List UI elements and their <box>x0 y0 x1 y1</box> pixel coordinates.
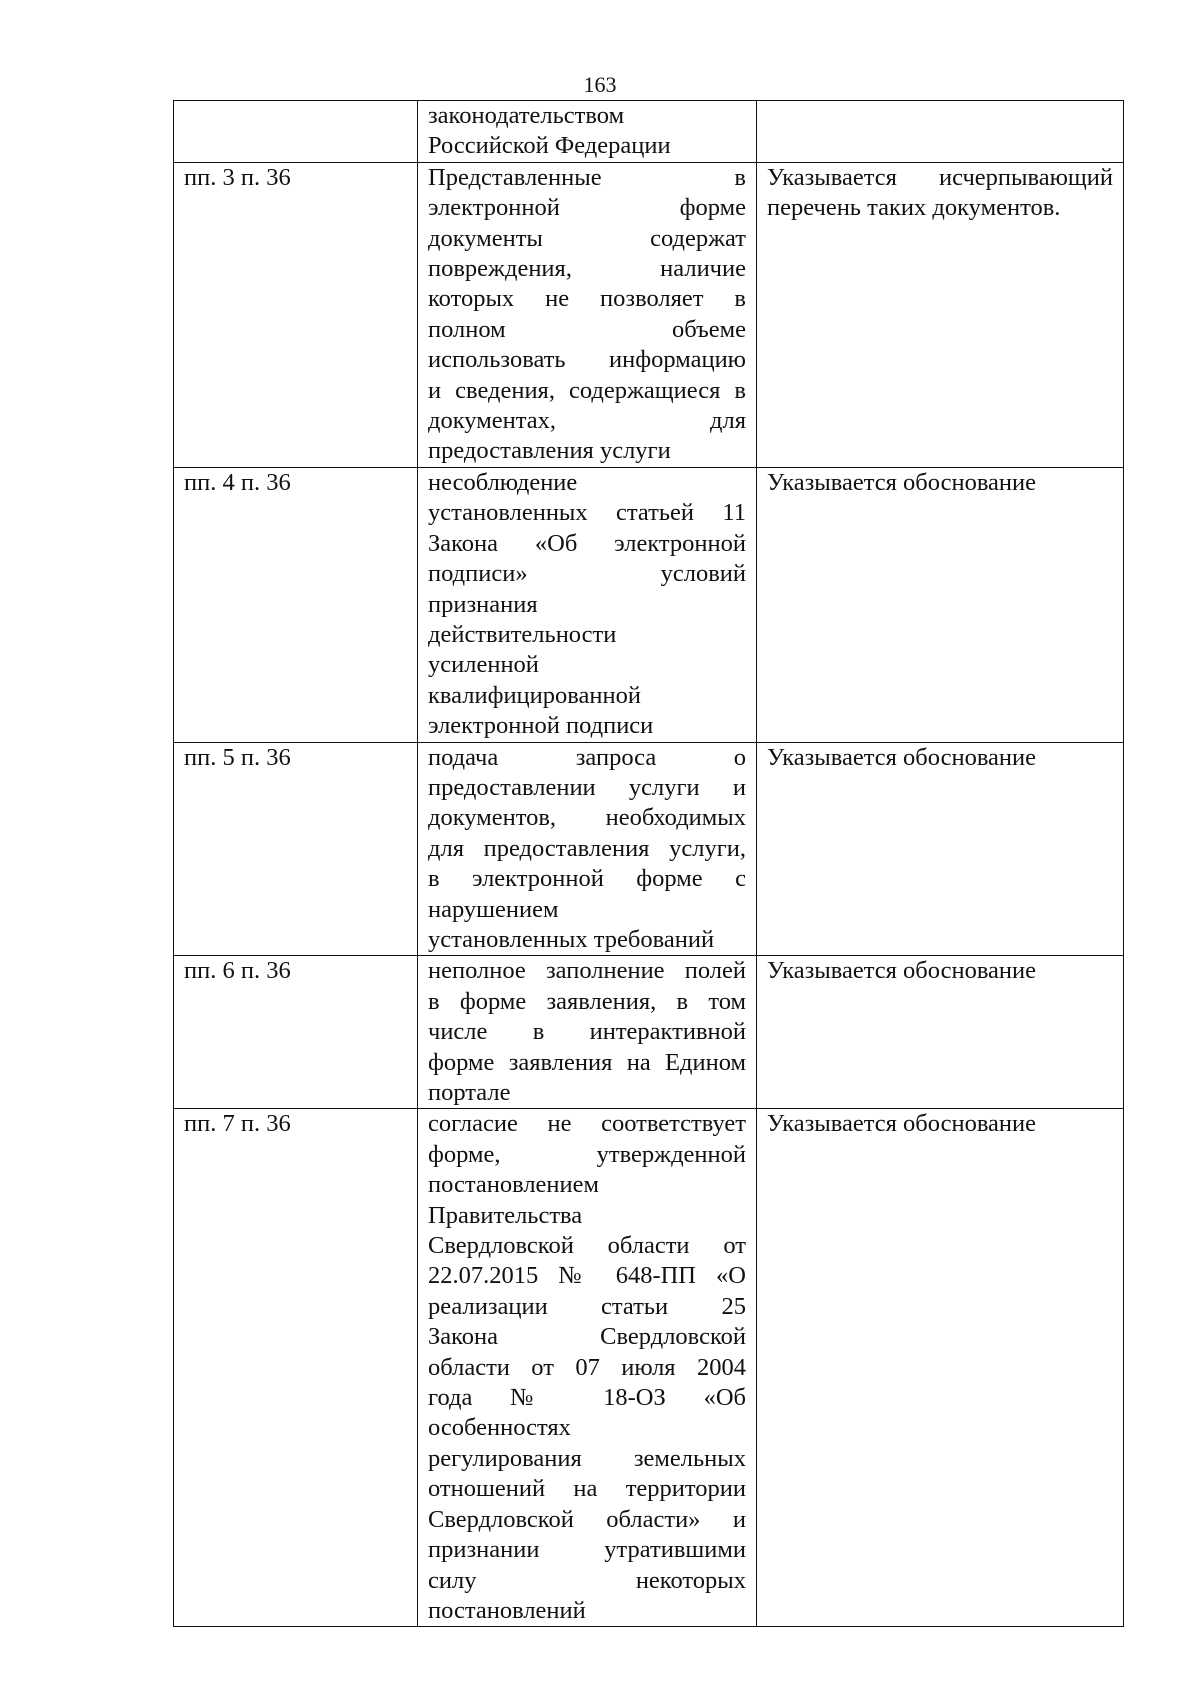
reason-line: области от 07 июля 2004 <box>428 1353 746 1381</box>
reason-line: форме заявления на Едином <box>428 1048 746 1076</box>
reason-line: Свердловской области от <box>428 1232 746 1260</box>
clause-reference-cell: пп. 5 п. 36 <box>174 742 418 956</box>
reason-line: форме, утвержденной <box>428 1140 746 1168</box>
clause-reference-cell: пп. 3 п. 36 <box>174 162 418 467</box>
reason-line: полном объеме <box>428 315 746 343</box>
reason-line: усиленной <box>428 651 539 679</box>
reason-line: действительности <box>428 620 617 648</box>
refusal-reason-cell <box>418 467 757 742</box>
reason-line: согласие не соответствует <box>428 1110 746 1138</box>
reason-line: отношений на территории <box>428 1475 746 1503</box>
reason-line: числе в интерактивной <box>428 1018 746 1046</box>
reason-line: электронной подписи <box>428 712 654 740</box>
reason-line: Свердловской области» и <box>428 1505 746 1533</box>
table-row <box>174 1109 1124 1627</box>
reason-line: квалифицированной <box>428 681 641 709</box>
reason-line: предоставлении услуги и <box>428 773 746 801</box>
refusal-reason-cell <box>418 101 757 163</box>
reason-line: установленных требований <box>428 925 715 953</box>
reason-line: признании утратившими <box>428 1536 746 1564</box>
reason-line: использовать информацию <box>428 346 746 374</box>
reason-line: Закона Свердловской <box>428 1323 746 1351</box>
explanation-cell: Указывается обоснование <box>757 742 1124 956</box>
clause-reference-cell: пп. 7 п. 36 <box>174 1109 418 1627</box>
reason-line: в электронной форме с <box>428 865 746 893</box>
reason-line: электронной форме <box>428 194 746 222</box>
reason-line: для предоставления услуги, <box>428 834 746 862</box>
table-row <box>174 467 1124 742</box>
reason-line: Закона «Об электронной <box>428 529 746 557</box>
reason-line: предоставления услуги <box>428 437 671 465</box>
table-body <box>174 101 1124 1627</box>
reason-line: портале <box>428 1079 511 1106</box>
reason-line: подача запроса о <box>428 743 746 771</box>
reason-line: Правительства <box>428 1201 583 1229</box>
explanation-cell: Указывается обоснование <box>757 467 1124 742</box>
reason-line: документов, необходимых <box>428 804 746 832</box>
table-row <box>174 742 1124 956</box>
reason-line: документы содержат <box>428 224 746 252</box>
explanation-cell: Указывается исчерпывающий перечень таких документов. <box>757 162 1124 467</box>
reason-line: повреждения, наличие <box>428 255 746 283</box>
refusal-reason-cell <box>418 956 757 1109</box>
refusal-grounds-table <box>173 100 1124 1627</box>
refusal-reason-cell <box>418 162 757 467</box>
clause-reference-cell: пп. 4 п. 36 <box>174 467 418 742</box>
reason-line: и сведения, содержащиеся в <box>428 376 746 404</box>
table-row <box>174 162 1124 467</box>
reason-line: Представленные в <box>428 163 746 191</box>
reason-line: постановлением <box>428 1171 600 1199</box>
reason-line: признания <box>428 590 538 618</box>
reason-line: законодательством <box>428 102 625 129</box>
reason-line: неполное заполнение полей <box>428 957 746 985</box>
explanation-cell: Указывается обоснование <box>757 956 1124 1109</box>
reason-line: документах, для <box>428 407 746 435</box>
reason-line: года № 18-ОЗ «Об <box>428 1384 746 1412</box>
reason-line: постановлений <box>428 1596 586 1624</box>
table-row <box>174 956 1124 1109</box>
reason-line: которых не позволяет в <box>428 285 746 313</box>
clause-reference-cell: пп. 6 п. 36 <box>174 956 418 1109</box>
page-number: 163 <box>583 72 617 97</box>
reason-line: в форме заявления, в том <box>428 987 746 1015</box>
reason-line: установленных статьей 11 <box>428 499 746 527</box>
reason-line: особенностях <box>428 1414 571 1442</box>
explanation-cell <box>757 101 1124 163</box>
reason-line: Российской Федерации <box>428 132 671 160</box>
table-row <box>174 101 1124 163</box>
reason-line: нарушением <box>428 895 559 923</box>
reason-line: 22.07.2015 № 648-ПП «О <box>428 1262 746 1290</box>
clause-reference-cell <box>174 101 418 163</box>
reason-line: реализации статьи 25 <box>428 1292 746 1320</box>
reason-line: несоблюдение <box>428 468 578 496</box>
explanation-cell: Указывается обоснование <box>757 1109 1124 1627</box>
reason-line: регулирования земельных <box>428 1444 746 1472</box>
refusal-reason-cell <box>418 1109 757 1627</box>
reason-line: подписи» условий <box>428 560 746 588</box>
refusal-reason-cell <box>418 742 757 956</box>
reason-line: силу некоторых <box>428 1566 746 1594</box>
